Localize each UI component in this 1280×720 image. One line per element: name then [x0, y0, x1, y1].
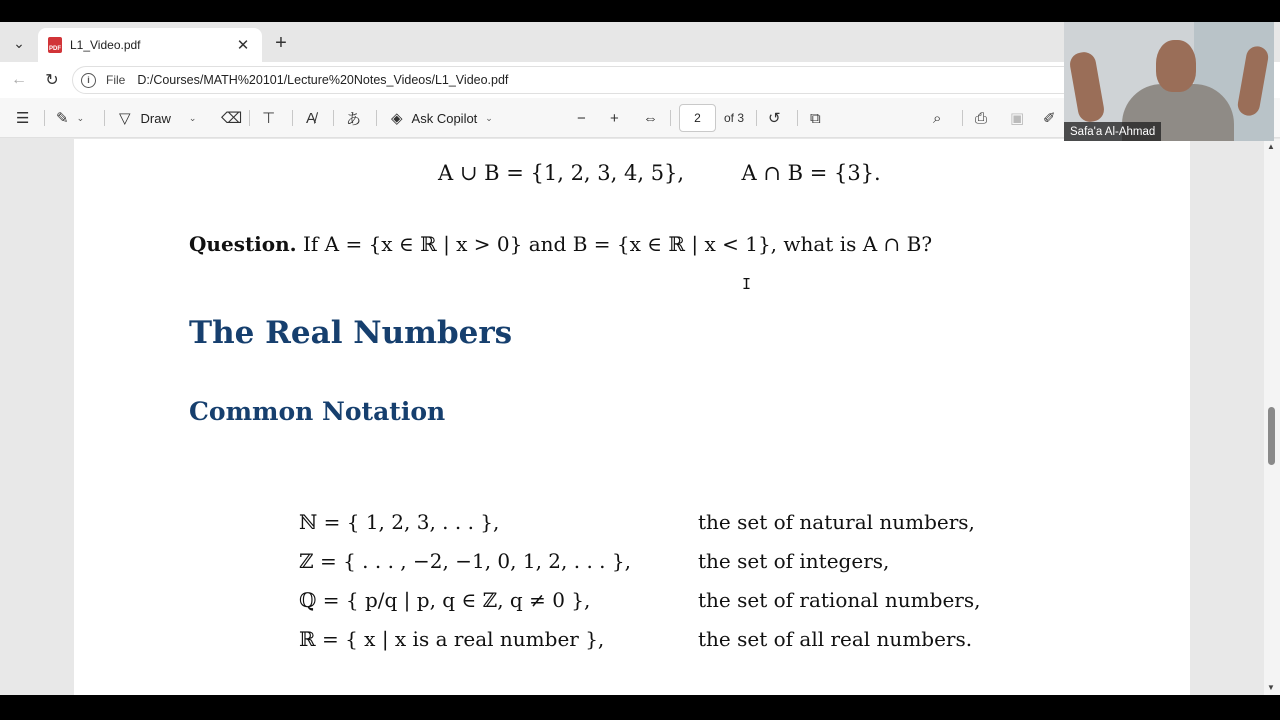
pdf-file-icon: PDF	[48, 37, 62, 53]
read-aloud-icon[interactable]: A̸	[306, 109, 317, 127]
notation-reals-formula: ℝ = { x | x is a real number },	[299, 627, 605, 651]
print-icon[interactable]: ⎙	[975, 109, 988, 127]
toolbar-divider	[249, 110, 250, 126]
notation-integers-description: the set of integers,	[698, 549, 890, 573]
scroll-up-arrow-icon[interactable]: ▲	[1267, 142, 1275, 151]
reload-icon[interactable]: ↻	[45, 72, 59, 89]
search-icon[interactable]: ⌕	[933, 109, 942, 127]
toolbar-divider	[756, 110, 757, 126]
notation-rationals-description: the set of rational numbers,	[698, 588, 981, 612]
fit-width-icon[interactable]: ⇔	[643, 109, 658, 127]
notation-reals-description: the set of all real numbers.	[698, 627, 973, 651]
question-label: Question.	[189, 232, 297, 256]
page-total: of 3	[724, 111, 745, 125]
toolbar-divider	[292, 110, 293, 126]
tab-active[interactable]	[38, 28, 262, 62]
back-arrow-icon[interactable]: ←	[11, 71, 27, 88]
toolbar-divider	[376, 110, 377, 126]
tab-list-chevron-icon[interactable]: ⌄	[13, 34, 25, 51]
toolbar-divider	[44, 110, 45, 126]
copilot-icon: ◈	[391, 110, 403, 127]
text-cursor-icon: I	[742, 275, 752, 293]
save-icon[interactable]: ▣	[1010, 110, 1025, 127]
participant-name-label: Safa'a Al-Ahmad	[1064, 122, 1161, 141]
translate-icon[interactable]: あ	[346, 110, 362, 128]
close-tab-icon[interactable]: ✕	[236, 37, 250, 54]
highlighter-icon: ✎	[56, 110, 69, 127]
notation-rationals-formula: ℚ = { p/q | p, q ∈ ℤ, q ≠ 0 },	[299, 588, 591, 612]
presenter-left-arm	[1068, 50, 1106, 123]
eraser-icon[interactable]: ⌫	[221, 110, 243, 127]
intersection-equation: A ∩ B = {3}.	[741, 161, 881, 185]
union-equation: A ∪ B = {1, 2, 3, 4, 5},	[438, 161, 685, 185]
vertical-scrollbar[interactable]	[1264, 139, 1280, 695]
toolbar-divider	[797, 110, 798, 126]
page-view-icon[interactable]: ⧉	[810, 109, 821, 127]
draw-button[interactable]	[119, 106, 196, 130]
pen-icon: ▽	[119, 110, 131, 127]
document-viewer[interactable]	[0, 139, 1264, 695]
copilot-label: Ask Copilot	[411, 110, 478, 126]
presenter-face	[1156, 40, 1196, 92]
toolbar-divider	[670, 110, 671, 126]
notation-integers-formula: ℤ = { . . . , −2, −1, 0, 1, 2, . . . },	[299, 549, 631, 573]
notation-natural-formula: ℕ = { 1, 2, 3, . . . },	[299, 510, 500, 534]
chevron-down-icon: ⌄	[76, 112, 85, 123]
draw-label: Draw	[140, 110, 171, 126]
zoom-in-icon[interactable]: +	[610, 109, 619, 127]
add-text-icon[interactable]: ⊤	[262, 110, 276, 127]
ask-copilot-button[interactable]	[391, 106, 493, 130]
info-icon[interactable]: i	[81, 73, 96, 88]
subsection-title: Common Notation	[189, 397, 446, 426]
url-scheme: File	[106, 73, 126, 87]
address-bar[interactable]	[72, 66, 1082, 94]
question-paragraph	[189, 232, 932, 256]
union-intersection-equation	[438, 161, 881, 185]
toolbar-divider	[333, 110, 334, 126]
notation-natural-description: the set of natural numbers,	[698, 510, 975, 534]
section-title: The Real Numbers	[189, 315, 513, 351]
webcam-video-overlay	[1064, 22, 1274, 141]
tab-title: L1_Video.pdf	[70, 38, 141, 52]
zoom-out-icon[interactable]: −	[577, 109, 586, 127]
page-number-input[interactable]: 2	[679, 104, 716, 132]
contents-list-icon[interactable]: ☰	[16, 110, 30, 127]
toolbar-divider	[962, 110, 963, 126]
highlight-button[interactable]	[56, 106, 84, 130]
url-text[interactable]: D:/Courses/MATH%20101/Lecture%20Notes_Videos/L1_Video.pdf	[137, 73, 509, 87]
new-tab-button[interactable]: +	[275, 31, 287, 54]
scroll-down-arrow-icon[interactable]: ▼	[1267, 683, 1275, 692]
rotate-icon[interactable]: ↺	[768, 110, 781, 127]
save-as-icon[interactable]: ✐	[1043, 110, 1056, 127]
chevron-down-icon: ⌄	[188, 112, 197, 123]
pdf-page	[74, 139, 1190, 695]
scrollbar-thumb[interactable]	[1268, 407, 1275, 465]
chevron-down-icon: ⌄	[485, 112, 493, 123]
question-text: If A = {x ∈ ℝ | x > 0} and B = {x ∈ ℝ | x < 1}, what is A ∩ B?	[303, 232, 933, 256]
toolbar-divider	[104, 110, 105, 126]
bottom-letterbox	[0, 695, 1280, 720]
